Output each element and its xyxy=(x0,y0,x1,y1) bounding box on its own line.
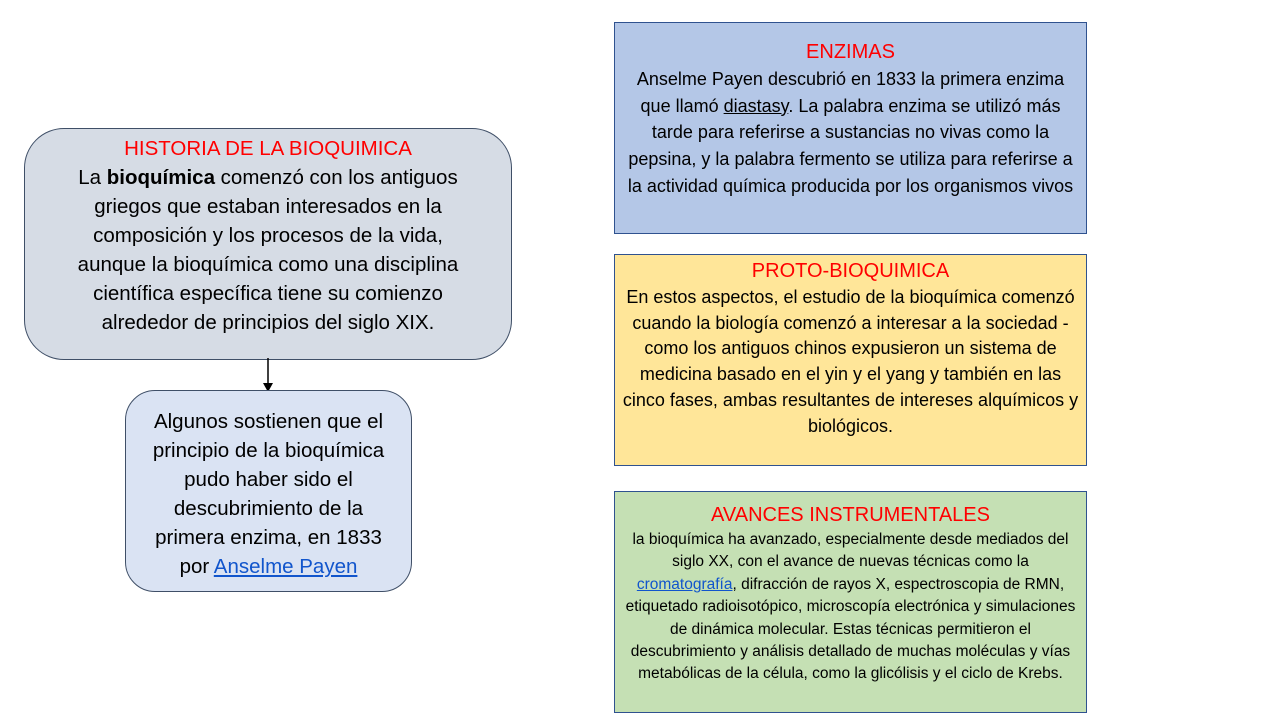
historia-box xyxy=(24,128,512,360)
historia-text-before: La xyxy=(78,166,107,189)
algunos-box xyxy=(125,390,412,592)
proto-text: En estos aspectos, el estudio de la bioquímica comenzó cuando la biología comenzó a interesar a la sociedad -como los antiguos chinos expusieron un sistema de medicina basado en el yin y el yang y también en las cinco fases, ambas resultantes de intereses alquímicos y biológicos. xyxy=(622,286,1079,436)
enzimas-title: ENZIMAS xyxy=(806,41,895,63)
avances-text-before: la bioquímica ha avanzado, especialmente desde mediados del siglo XX, con el avance de nuevas técnicas como la xyxy=(632,531,1069,571)
cromatografia-link[interactable]: cromatografía xyxy=(636,575,733,593)
historia-bold-term: bioquímica xyxy=(106,166,215,189)
avances-text-after: , difracción de rayos X, espectroscopia de RMN, etiquetado radioisotópico, microscopía electrónica y simulaciones de dinámica molecular. Estas técnicas permitieron el descubrimiento y análisis detallado de muchas moléculas y vías metabólicas de la célula, como la glicólisis y el ciclo de Krebs. xyxy=(625,575,1076,683)
proto-title: PROTO-BIOQUIMICA xyxy=(751,260,950,282)
enzimas-text-after: . La palabra enzima se utilizó más tarde para referirse a sustancias no vivas como la pepsina, y la palabra fermento se utiliza para referirse a la actividad química producida por los organismos vivos xyxy=(627,95,1074,196)
algunos-text: Algunos sostienen que el principio de la bioquímica pudo haber sido el descubrimiento de la primera enzima, en 1833 por xyxy=(152,410,385,578)
historia-text-after: comenzó con los antiguos griegos que estaban interesados en la composición y los procesos de la vida, aunque la bioquímica como una disciplina científica específica tiene su comienzo alrededor de principios del siglo XIX. xyxy=(77,166,459,334)
historia-title: HISTORIA DE LA BIOQUIMICA xyxy=(124,137,412,160)
connector-arrow xyxy=(258,358,278,394)
enzimas-text-before: Anselme Payen descubrió en 1833 la primera enzima que llamó xyxy=(636,68,1065,116)
proto-box xyxy=(614,254,1087,466)
enzimas-box xyxy=(614,22,1087,234)
anselme-payen-link[interactable]: Anselme Payen xyxy=(213,555,358,578)
diastasy-term: diastasy xyxy=(723,95,789,116)
avances-title: AVANCES INSTRUMENTALES xyxy=(711,504,990,526)
avances-box xyxy=(614,491,1087,713)
